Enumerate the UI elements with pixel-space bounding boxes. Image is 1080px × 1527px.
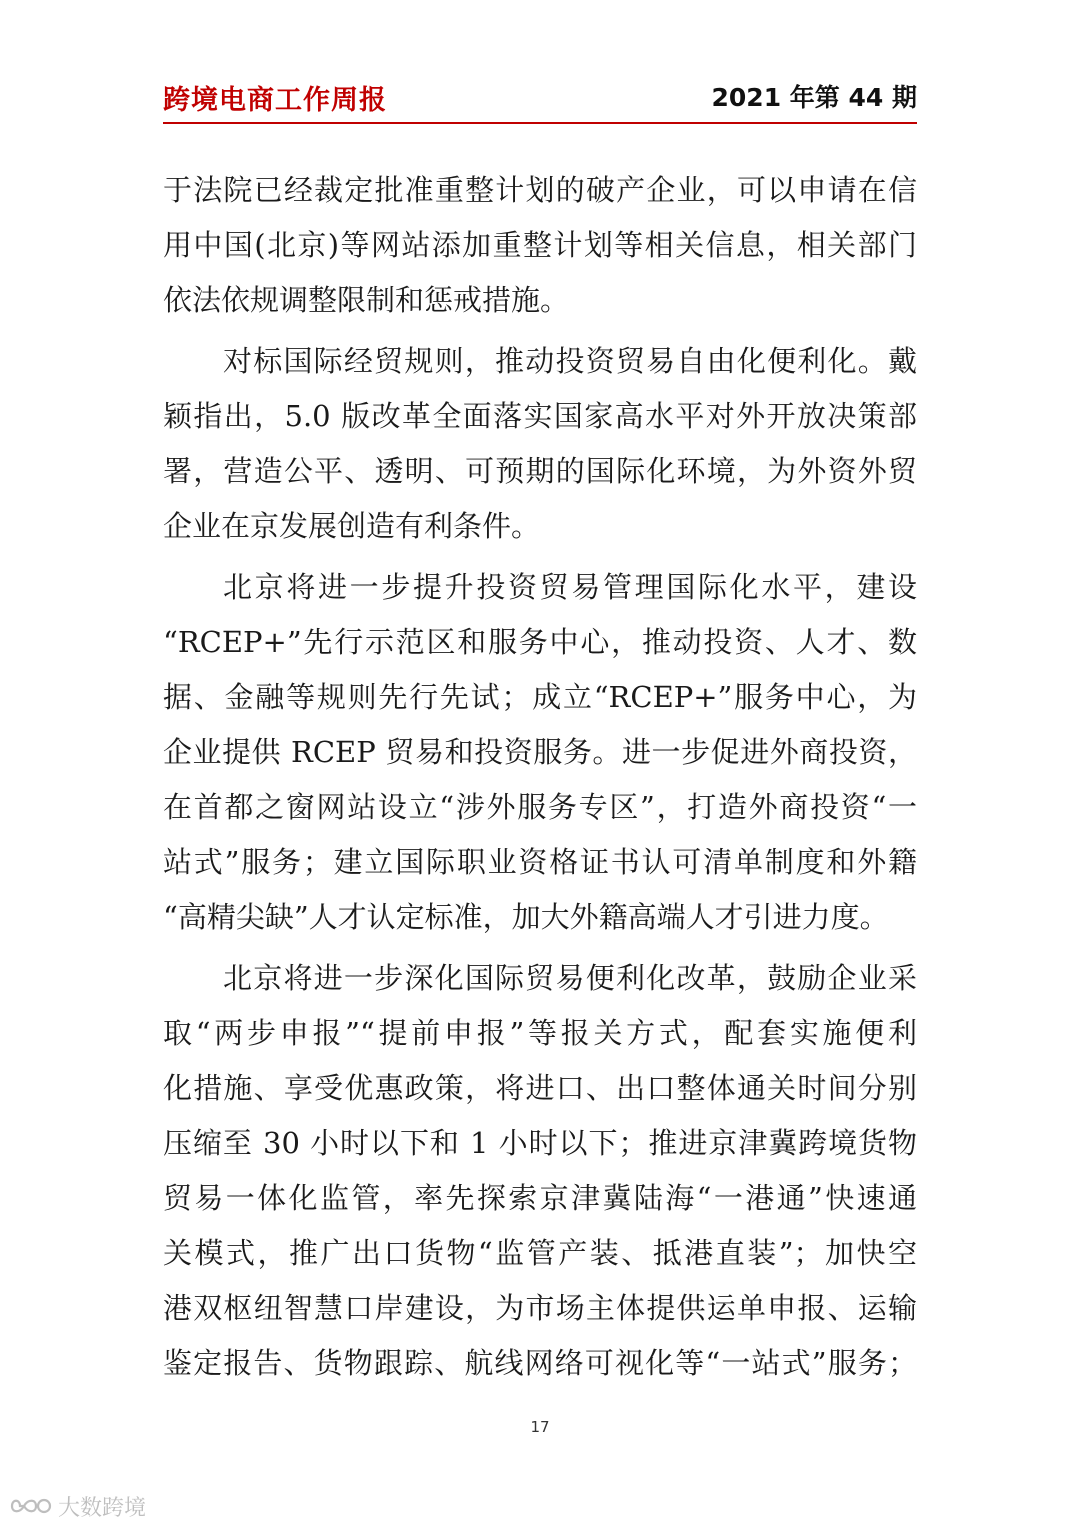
body-line: 关模式，推广出口货物“监管产装、抵港直装”；加快空 — [163, 1236, 917, 1270]
report-title: 跨境电商工作周报 — [163, 85, 387, 116]
body-line: 企业在京发展创造有利条件。 — [163, 509, 541, 543]
body-line: 贸易一体化监管，率先探索京津冀陆海“一港通”快速通 — [163, 1181, 917, 1215]
article-body — [163, 163, 917, 1391]
infinity-logo-icon — [8, 1493, 54, 1519]
page-number: 17 — [530, 1418, 550, 1436]
body-line: 鉴定报告、货物跟踪、航线网络可视化等“一站式”服务； — [163, 1346, 917, 1380]
body-line: 企业提供 RCEP 贸易和投资服务。进一步促进外商投资， — [163, 735, 917, 769]
body-line: 于法院已经裁定批准重整计划的破产企业，可以申请在信 — [163, 173, 917, 207]
body-line: 化措施、享受优惠政策，将进口、出口整体通关时间分别 — [163, 1071, 917, 1105]
body-line: 依法依规调整限制和惩戒措施。 — [163, 283, 570, 317]
body-line: 取“两步申报”“提前申报”等报关方式，配套实施便利 — [163, 1016, 917, 1050]
body-line: 港双枢纽智慧口岸建设，为市场主体提供运单申报、运输 — [163, 1291, 917, 1325]
body-line: 压缩至 30 小时以下和 1 小时以下；推进京津冀跨境货物 — [163, 1126, 917, 1160]
body-line: 用中国(北京)等网站添加重整计划等相关信息，相关部门 — [163, 228, 917, 262]
body-line: 颖指出，5.0 版改革全面落实国家高水平对外开放决策部 — [163, 399, 917, 433]
body-line: “高精尖缺”人才认定标准，加大外籍高端人才引进力度。 — [163, 900, 889, 934]
page-header — [163, 74, 917, 124]
body-line: 站式”服务；建立国际职业资格证书认可清单制度和外籍 — [163, 845, 917, 879]
body-line: “RCEP+”先行示范区和服务中心，推动投资、人才、数 — [163, 625, 917, 659]
body-line: 北京将进一步深化国际贸易便利化改革，鼓励企业采 — [223, 961, 917, 995]
watermark-text: 大数跨境 — [58, 1495, 147, 1521]
watermark — [8, 1492, 146, 1520]
issue-number: 2021 年第 44 期 — [711, 83, 917, 112]
body-line: 据、金融等规则先行先试；成立“RCEP+”服务中心，为 — [163, 680, 917, 714]
body-line: 署，营造公平、透明、可预期的国际化环境，为外资外贸 — [163, 454, 917, 488]
body-line: 对标国际经贸规则，推动投资贸易自由化便利化。戴 — [223, 344, 917, 378]
body-line: 在首都之窗网站设立“涉外服务专区”，打造外商投资“一 — [163, 790, 917, 824]
body-line: 北京将进一步提升投资贸易管理国际化水平，建设 — [223, 570, 917, 604]
